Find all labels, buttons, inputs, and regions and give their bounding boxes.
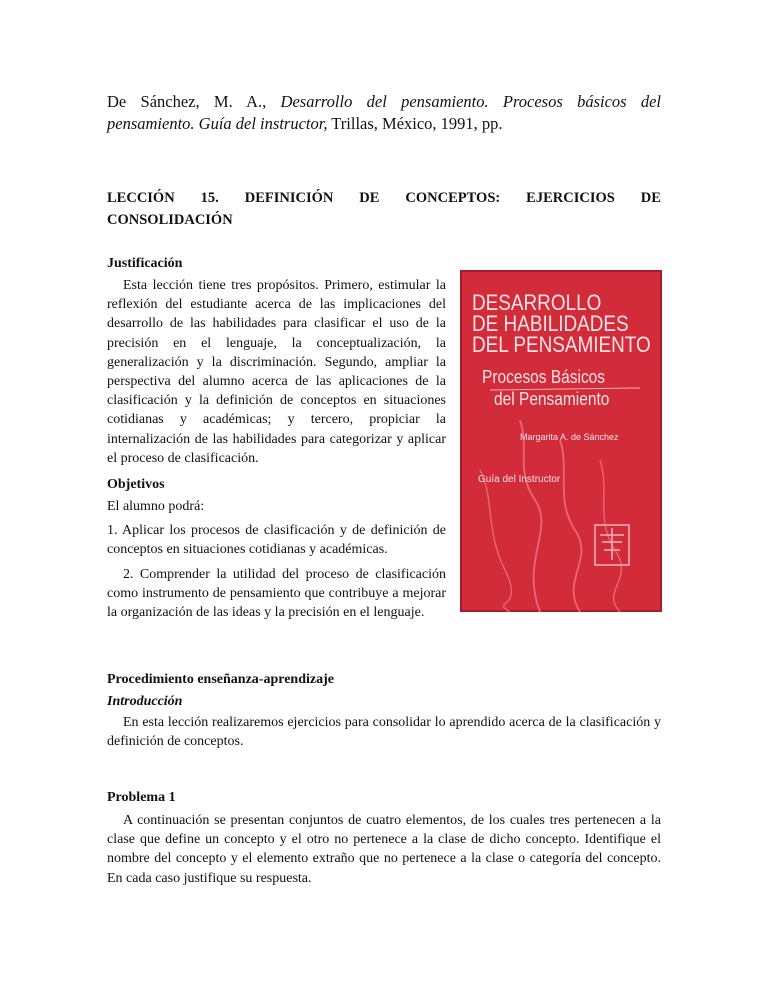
introduccion-heading: Introducción xyxy=(107,694,183,709)
lesson-title xyxy=(107,187,661,231)
objetivos-intro: El alumno podrá: xyxy=(107,499,205,514)
lesson-word: EJERCICIOS xyxy=(526,190,615,206)
reference-author: De Sánchez, M. A., xyxy=(107,92,267,111)
lesson-word: DE xyxy=(359,190,380,206)
procedimiento-heading: Procedimiento enseñanza-aprendizaje xyxy=(107,672,334,687)
cover-subtitle-line: Procesos Básicos xyxy=(482,367,606,387)
problema1-heading: Problema 1 xyxy=(107,790,176,805)
objetivos-heading: Objetivos xyxy=(107,477,165,492)
objetivo-item-2: 2. Comprender la utilidad del proceso de clasificación como instrumento de pensamiento que contribuye a mejorar la organización de las ideas y la precisión en el lenguaje. xyxy=(107,566,446,621)
problema1-text: A continuación se presentan conjuntos de cuatro elementos, de los cuales tres pertenecen a la clase que define un concepto y el otro no pertenece a la clase de dicho concepto. Identifique el nombre del concepto y el elemento extraño que no pertenece a la clase o categoría del concepto. En cada caso justifique su respuesta. xyxy=(107,813,661,886)
justificacion-heading: Justificación xyxy=(107,256,183,271)
objetivos-section xyxy=(107,475,446,622)
procedimiento-section xyxy=(107,670,661,751)
lesson-word: DE xyxy=(640,190,661,206)
reference-publisher: Trillas, México, 1991, pp. xyxy=(331,114,503,133)
book-cover-image xyxy=(460,270,662,612)
justificacion-text: Esta lección tiene tres propósitos. Primero, estimular la reflexión del estudiante acerca de las implicaciones del desarrollo de las habilidades para clasificar el uso de la precisión en el lenguaje, la conceptualización, la generalización y la discriminación. Segundo, ampliar la perspectiva del alumno acerca de las aplicaciones de la clasificación y la definición de conceptos en situaciones cotidianas y académicas; y tercero, propiciar la internalización de las habilidades para categorizar y aplicar el proceso de clasificación. xyxy=(107,278,446,466)
objetivo-item-1: 1. Aplicar los procesos de clasificación y de definición de conceptos en situaciones cotidianas y académicas. xyxy=(107,523,446,558)
bibliographic-reference xyxy=(107,91,661,135)
lesson-word: LECCIÓN xyxy=(107,190,175,206)
reference-title: Desarrollo del pensamiento. Procesos básicos del pensamiento. Guía del instructor, xyxy=(107,92,662,133)
cover-title xyxy=(472,292,657,355)
problema1-section xyxy=(107,788,661,888)
justificacion-section xyxy=(107,254,446,468)
cover-subtitle-line: del Pensamiento xyxy=(494,389,610,409)
introduccion-text: En esta lección realizaremos ejercicios para consolidar lo aprendido acerca de la clasificación y definición de conceptos. xyxy=(107,715,661,750)
cover-title-line: DESARROLLO xyxy=(472,290,602,315)
cover-title-line: DE HABILIDADES xyxy=(472,311,629,336)
lesson-title-line2: CONSOLIDACIÓN xyxy=(107,212,233,228)
cover-guide-label: Guía del Instructor xyxy=(478,474,561,485)
cover-author: Margarita A. de Sánchez xyxy=(520,432,619,442)
cover-subtitle xyxy=(482,366,654,410)
lesson-word: DEFINICIÓN xyxy=(244,190,334,206)
lesson-word: 15. xyxy=(200,190,219,206)
lesson-word: CONCEPTOS: xyxy=(405,190,501,206)
cover-title-line: DEL PENSAMIENTO xyxy=(472,332,651,357)
